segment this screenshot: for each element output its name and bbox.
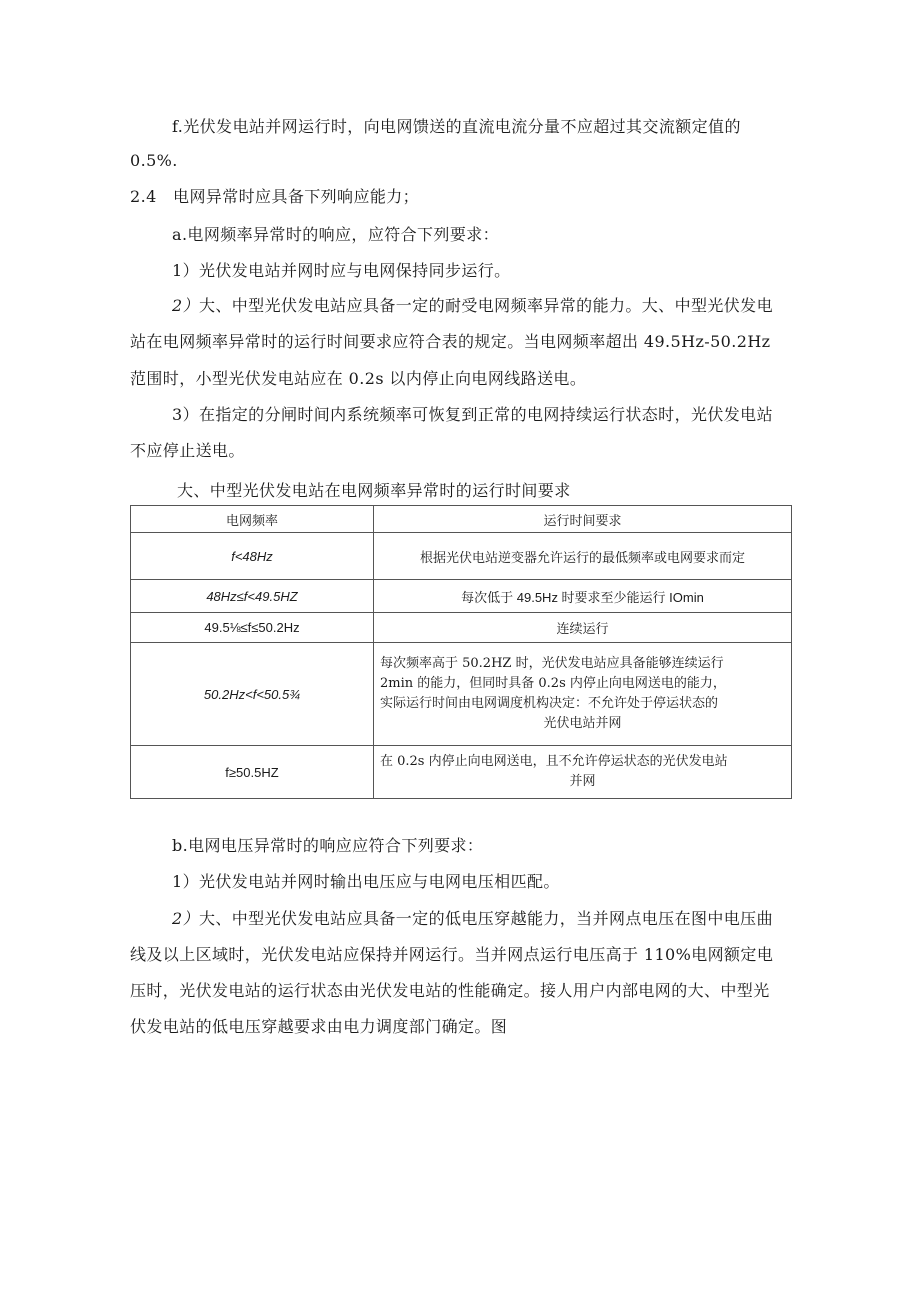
table-header-frequency: 电网频率 [131, 506, 374, 533]
paragraph-a-intro: a.电网频率异常时的响应，应符合下列要求： [172, 225, 500, 244]
table-row [131, 746, 792, 799]
frequency-cell: f≥50.5HZ [131, 746, 374, 799]
paragraph-f-line-2: 0.5%. [130, 151, 178, 170]
paragraph-a3-line-1: 3）在指定的分闸时间内系统频率可恢复到正常的电网持续运行状态时，光伏发电站 [172, 405, 773, 424]
paragraph-a2-number: 2） [172, 296, 199, 315]
paragraph-b2-line-1 [172, 908, 790, 930]
frequency-cell: f<48Hz [131, 533, 374, 580]
paragraph-b2-number: 2） [172, 909, 199, 928]
table-header-row [131, 506, 792, 533]
requirement-cell: 根据光伏电站逆变器允许运行的最低频率或电网要求而定 [374, 533, 792, 580]
requirement-line: 光伏电站并网 [543, 716, 622, 731]
section-heading-2-4: 2.4 电网异常时应具备下列响应能力； [130, 187, 420, 206]
paragraph-a2-line-2: 站在电网频率异常时的运行时间要求应符合表的规定。当电网频率超出 49.5Hz-50.2Hz [130, 332, 771, 351]
requirement-cell [374, 746, 792, 799]
requirement-line: 2min 的能力，但同时具备 0.2s 内停止向电网送电的能力， [380, 676, 726, 691]
requirement-cell: 连续运行 [374, 613, 792, 643]
paragraph-b1: 1）光伏发电站并网时输出电压应与电网电压相匹配。 [172, 872, 560, 891]
paragraph-b2-line-4: 伏发电站的低电压穿越要求由电力调度部门确定。图 [130, 1017, 508, 1036]
requirement-cell [374, 643, 792, 746]
table-header-requirement: 运行时间要求 [374, 506, 792, 533]
table-caption: 大、中型光伏发电站在电网频率异常时的运行时间要求 [177, 481, 571, 500]
paragraph-a1: 1）光伏发电站并网时应与电网保持同步运行。 [172, 261, 511, 280]
paragraph-a2-line-1-text: 大、中型光伏发电站应具备一定的耐受电网频率异常的能力。大、中型光伏发电 [198, 296, 773, 315]
paragraph-b2-line-3: 压时，光伏发电站的运行状态由光伏发电站的性能确定。接人用户内部电网的大、中型光 [130, 981, 770, 1000]
frequency-cell: 50.2Hz<f<50.5¾ [131, 643, 374, 746]
table-row [131, 643, 792, 746]
frequency-cell: 49.5⅛≤f≤50.2Hz [131, 613, 374, 643]
paragraph-f-line-1: f.光伏发电站并网运行时，向电网馈送的直流电流分量不应超过其交流额定值的 [172, 117, 741, 136]
paragraph-a2-line-1 [172, 295, 790, 317]
table-row [131, 613, 792, 643]
requirement-line: 实际运行时间由电网调度机构决定：不允许处于停运状态的 [380, 696, 719, 711]
frequency-cell: 48Hz≤f<49.5HZ [131, 580, 374, 613]
table-row [131, 580, 792, 613]
table-row [131, 533, 792, 580]
paragraph-a3-line-2: 不应停止送电。 [130, 441, 245, 460]
paragraph-a2-line-3: 范围时，小型光伏发电站应在 0.2s 以内停止向电网线路送电。 [130, 369, 587, 388]
frequency-requirements-table [130, 505, 792, 799]
requirement-line: 并网 [569, 774, 596, 789]
paragraph-b2-line-1-text: 大、中型光伏发电站应具备一定的低电压穿越能力，当并网点电压在图中电压曲 [198, 909, 773, 928]
paragraph-b2-line-2: 线及以上区域时，光伏发电站应保持并网运行。当并网点运行电压高于 110%电网额定电 [130, 945, 774, 964]
requirement-line: 在 0.2s 内停止向电网送电，且不允许停运状态的光伏发电站 [380, 754, 728, 769]
requirement-cell: 每次低于 49.5Hz 时要求至少能运行 IOmin [374, 580, 792, 613]
requirement-line: 每次频率高于 50.2HZ 时，光伏发电站应具备能够连续运行 [380, 656, 724, 671]
paragraph-b-intro: b.电网电压异常时的响应应符合下列要求： [172, 836, 484, 855]
